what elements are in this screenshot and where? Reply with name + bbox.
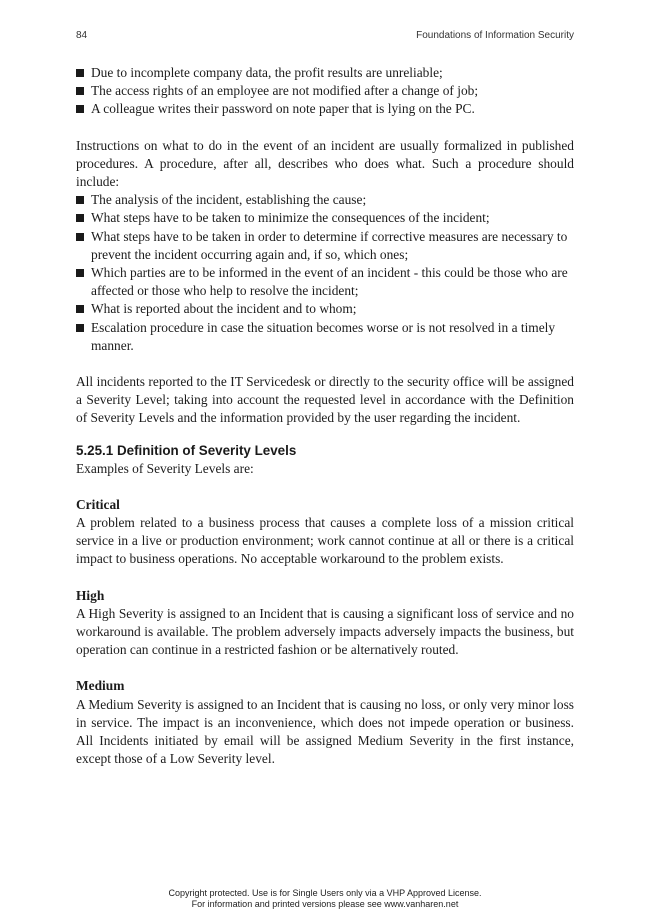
section-intro: Examples of Severity Levels are:: [76, 460, 254, 476]
severity-title-medium: Medium: [76, 678, 125, 694]
square-bullet-icon: [76, 233, 84, 241]
page-header: [76, 30, 574, 44]
list-item: [76, 228, 574, 264]
severity-text-high: A High Severity is assigned to an Incident that is causing a significant loss of service and no workaround is available. The problem adversely impacts adversely impacts the business, but operation can continue in a restricted fashion or be alternatively routed.: [76, 605, 574, 658]
list-item-text: What steps have to be taken in order to determine if corrective measures are necessary to prevent the incident occurring again and, if so, which ones;: [91, 228, 568, 262]
list-item: [76, 264, 574, 300]
list-item: [76, 319, 574, 355]
page-body: [76, 64, 574, 769]
list-item: [76, 300, 574, 318]
list-item-text: The analysis of the incident, establishing the cause;: [91, 192, 367, 208]
square-bullet-icon: [76, 324, 84, 332]
square-bullet-icon: [76, 305, 84, 313]
procedure-paragraph: Instructions on what to do in the event of an incident are usually formalized in published procedures. A procedure, after all, describes who does what. Such a procedure should include:: [76, 137, 574, 190]
running-title: Foundations of Information Security: [416, 30, 574, 41]
procedure-bullet-list: [76, 191, 574, 355]
list-item-text: Which parties are to be informed in the event of an incident - this could be those who are affected or those who help to resolve the incident;: [91, 265, 568, 299]
list-item: [76, 64, 574, 82]
page-footer: [0, 888, 650, 910]
section-heading: 5.25.1 Definition of Severity Levels: [76, 442, 297, 458]
list-item-text: Due to incomplete company data, the profit results are unreliable;: [91, 65, 443, 80]
square-bullet-icon: [76, 105, 84, 113]
list-item: [76, 209, 574, 227]
page-number: 84: [76, 30, 88, 41]
list-item-text: Escalation procedure in case the situation becomes worse or is not resolved in a timely manner.: [91, 319, 556, 353]
intro-bullet-list: [76, 64, 574, 119]
list-item-text: A colleague writes their password on note paper that is lying on the PC.: [91, 101, 475, 117]
severity-text-medium: A Medium Severity is assigned to an Incident that is causing no loss, or only very minor loss in service. The impact is an inconvenience, which does not impede operation or business. All Incidents initiated by email will be assigned Medium Severity in the first instance, except those of a Low Severity level.: [76, 696, 574, 767]
list-item-text: What is reported about the incident and to whom;: [91, 301, 357, 317]
square-bullet-icon: [76, 196, 84, 204]
severity-title-high: High: [76, 587, 105, 603]
square-bullet-icon: [76, 269, 84, 277]
list-item: [76, 82, 574, 100]
license-info: For information and printed versions please see www.vanharen.net: [191, 899, 459, 909]
servicedesk-paragraph: All incidents reported to the IT Servicedesk or directly to the security office will be assigned a Severity Level; taking into account the requested level in accordance with the Definition of Severity Levels and the information provided by the user regarding the incident.: [76, 374, 574, 426]
square-bullet-icon: [76, 214, 84, 222]
list-item: [76, 191, 574, 209]
severity-text-critical: A problem related to a business process that causes a complete loss of a mission critical service in a live or production environment; work cannot continue at all or there is a critical impact to business operations. No acceptable workaround to the problem exists.: [76, 515, 574, 567]
list-item-text: What steps have to be taken to minimize the consequences of the incident;: [91, 210, 490, 226]
copyright-notice: Copyright protected. Use is for Single Users only via a VHP Approved License.: [168, 888, 482, 898]
square-bullet-icon: [76, 69, 84, 77]
list-item-text: The access rights of an employee are not modified after a change of job;: [91, 83, 479, 99]
list-item: [76, 100, 574, 118]
severity-title-critical: Critical: [76, 496, 120, 512]
square-bullet-icon: [76, 87, 84, 95]
